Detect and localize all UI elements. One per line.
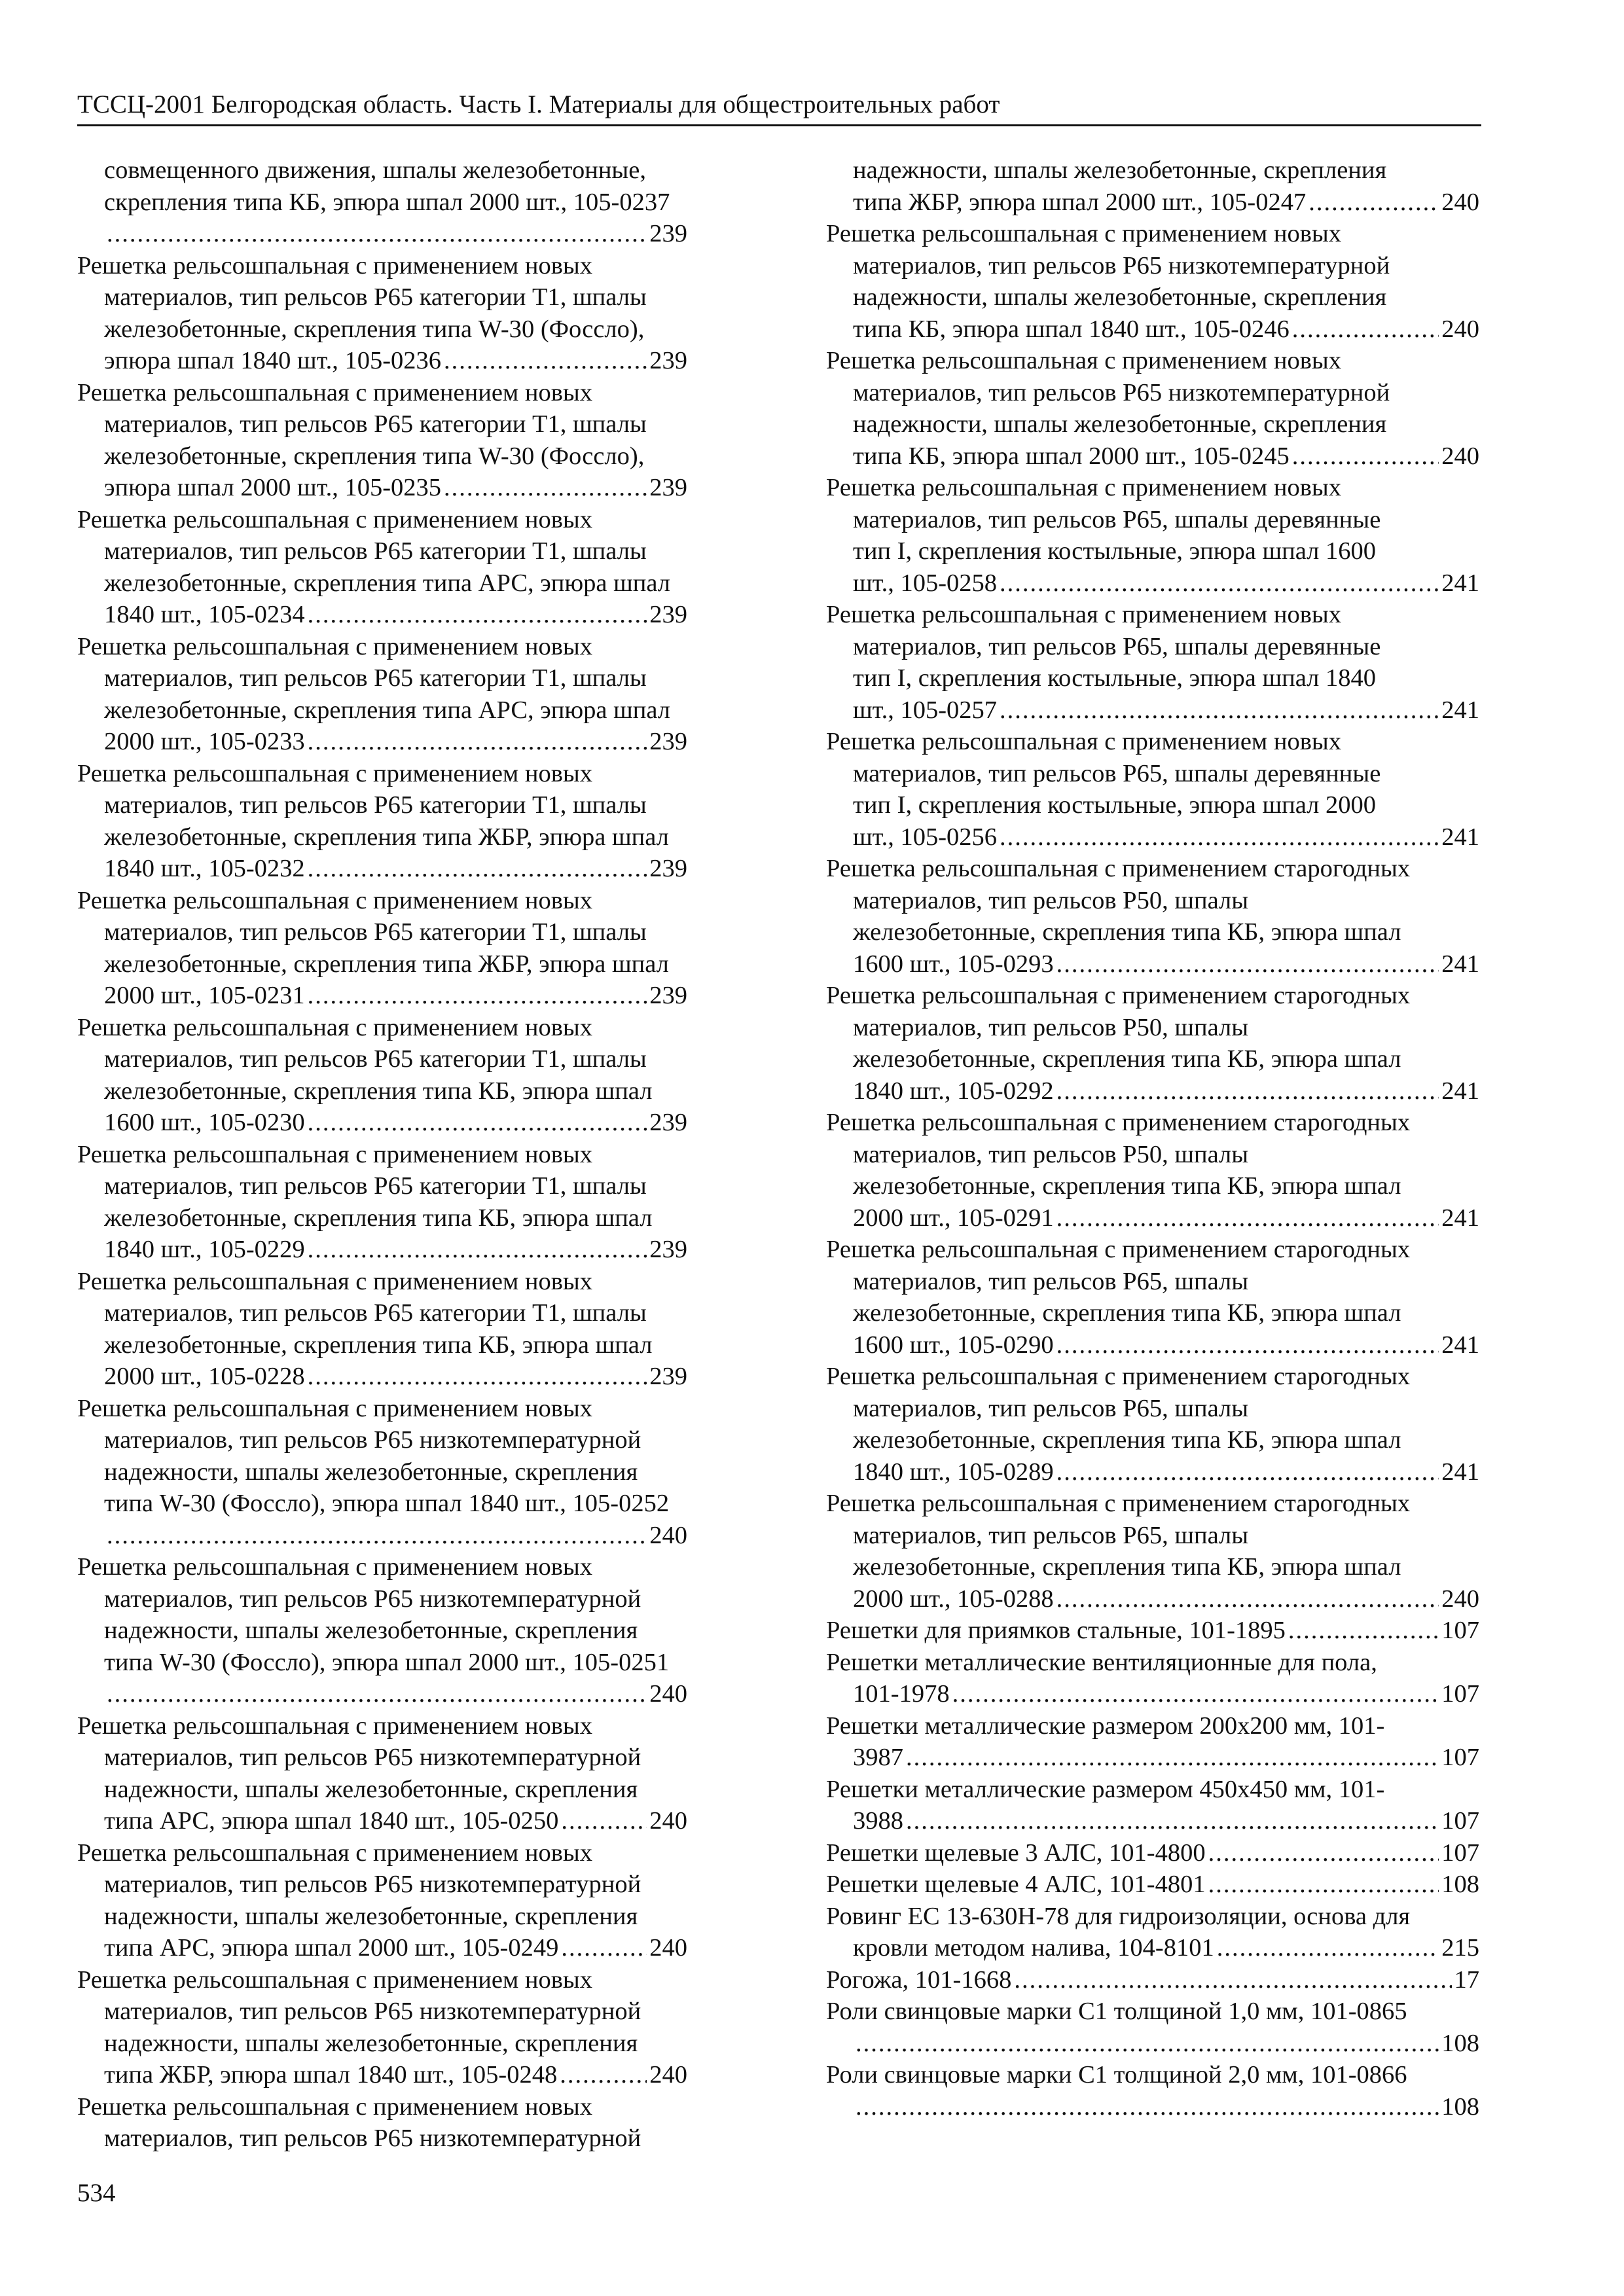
entry-leader-line bbox=[77, 599, 687, 631]
dot-leader bbox=[1208, 1837, 1439, 1869]
entry-text-line: шт., 105-0256 bbox=[853, 823, 998, 851]
entry-text-line: Решетка рельсошпальная с применением новых bbox=[77, 632, 593, 660]
entry-leader-line bbox=[77, 218, 687, 250]
entry-page-number: 108 bbox=[1441, 1871, 1479, 1898]
entry-text-line: 2000 шт., 105-0231 bbox=[104, 982, 305, 1009]
index-entry bbox=[826, 1710, 1479, 1774]
dot-leader bbox=[1056, 1583, 1439, 1615]
entry-leader-line bbox=[77, 980, 687, 1012]
entry-text-line: 2000 шт., 105-0228 bbox=[104, 1363, 305, 1390]
entry-text-line: железобетонные, скрепления типа ЖБР, эпюра шпал bbox=[104, 823, 669, 851]
index-entry bbox=[826, 1488, 1479, 1615]
dot-leader bbox=[308, 1107, 647, 1139]
dot-leader bbox=[1308, 187, 1439, 219]
index-column-left bbox=[77, 154, 687, 2155]
entry-text-line: надежности, шпалы железобетонные, скрепления bbox=[853, 156, 1387, 184]
index-entry bbox=[77, 1964, 687, 2091]
entry-leader-line bbox=[826, 1742, 1479, 1774]
dot-leader bbox=[856, 2028, 1439, 2060]
entry-text-line: Решетка рельсошпальная с применением новых bbox=[826, 728, 1342, 755]
entry-text-line: типа ЖБР, эпюра шпал 2000 шт., 105-0247 bbox=[853, 188, 1307, 216]
entry-text-line: Решетка рельсошпальная с применением новых bbox=[77, 1965, 593, 1994]
dot-leader bbox=[1000, 694, 1439, 726]
entry-leader-line bbox=[826, 1075, 1479, 1107]
running-header bbox=[77, 79, 1481, 126]
index-entry bbox=[826, 1901, 1479, 1964]
index-entry bbox=[826, 980, 1479, 1107]
entry-text-line: материалов, тип рельсов Р65 низкотемпературной bbox=[104, 1426, 641, 1454]
entry-text-line: 1840 шт., 105-0292 bbox=[853, 1077, 1054, 1105]
entry-page-number: 17 bbox=[1454, 1965, 1479, 1994]
dot-leader bbox=[1288, 1615, 1439, 1647]
index-entry bbox=[77, 1012, 687, 1139]
entry-text-line: типа W-30 (Фоссло), эпюра шпал 2000 шт., 105-0251 bbox=[104, 1648, 670, 1676]
dot-leader bbox=[906, 1805, 1439, 1837]
entry-text-line: железобетонные, скрепления типа АРС, эпюра шпал bbox=[104, 569, 671, 597]
entry-text-line: Решетка рельсошпальная с применением новых bbox=[77, 886, 593, 914]
dot-leader bbox=[107, 218, 647, 250]
dot-leader bbox=[1292, 314, 1439, 346]
entry-page-number: 108 bbox=[1441, 2029, 1479, 2057]
entry-text-line: Роли свинцовые марки С1 толщиной 1,0 мм, 101-0865 bbox=[826, 1998, 1407, 2025]
entry-page-number: 240 bbox=[649, 1807, 687, 1835]
entry-page-number: 241 bbox=[1441, 569, 1479, 597]
entry-text-line: 3987 bbox=[853, 1744, 903, 1771]
dot-leader bbox=[107, 1678, 647, 1710]
index-entry bbox=[77, 504, 687, 631]
entry-text-line: 1840 шт., 105-0229 bbox=[104, 1236, 305, 1263]
entry-text-line: материалов, тип рельсов Р65 категории Т1, шпалы bbox=[104, 918, 647, 946]
entry-leader-line bbox=[77, 1932, 687, 1964]
entry-text-line: материалов, тип рельсов Р65, шпалы деревянные bbox=[853, 759, 1381, 787]
index-entry bbox=[826, 1615, 1479, 1647]
entry-leader-line bbox=[77, 726, 687, 758]
entry-leader-line bbox=[77, 853, 687, 885]
entry-leader-line bbox=[826, 1837, 1479, 1869]
index-entry bbox=[77, 1266, 687, 1393]
entry-leader-line bbox=[826, 1329, 1479, 1361]
entry-leader-line bbox=[826, 2091, 1479, 2123]
entry-text-line: 2000 шт., 105-0291 bbox=[853, 1204, 1054, 1232]
index-entry bbox=[826, 599, 1479, 726]
entry-leader-line bbox=[826, 314, 1479, 346]
entry-page-number: 240 bbox=[1441, 188, 1479, 216]
entry-text-line: материалов, тип рельсов Р65 категории Т1, шпалы bbox=[104, 1172, 647, 1200]
entry-text-line: железобетонные, скрепления типа КБ, эпюра шпал bbox=[853, 1426, 1401, 1454]
entry-page-number: 239 bbox=[649, 1363, 687, 1390]
entry-text-line: тип I, скрепления костыльные, эпюра шпал 2000 bbox=[853, 791, 1376, 819]
entry-text-line: Решетка рельсошпальная с применением новых bbox=[77, 1712, 593, 1740]
entry-text-line: совмещенного движения, шпалы железобетонные, bbox=[104, 156, 647, 184]
dot-leader bbox=[308, 980, 647, 1012]
entry-text-line: материалов, тип рельсов Р65, шпалы деревянные bbox=[853, 632, 1381, 660]
entry-text-line: скрепления типа КБ, эпюра шпал 2000 шт., 105-0237 bbox=[104, 188, 670, 216]
dot-leader bbox=[1208, 1869, 1439, 1901]
entry-text-line: материалов, тип рельсов Р65, шпалы деревянные bbox=[853, 505, 1381, 533]
entry-page-number: 239 bbox=[649, 220, 687, 247]
entry-page-number: 240 bbox=[649, 2061, 687, 2089]
index-entry bbox=[77, 154, 687, 250]
entry-leader-line bbox=[826, 821, 1479, 853]
entry-leader-line bbox=[826, 1583, 1479, 1615]
index-entry bbox=[826, 1837, 1479, 1869]
index-entry bbox=[826, 1964, 1479, 1996]
entry-text-line: Решетка рельсошпальная с применением новых bbox=[826, 474, 1342, 501]
entry-page-number: 107 bbox=[1441, 1744, 1479, 1771]
index-entry bbox=[826, 1107, 1479, 1234]
entry-text-line: материалов, тип рельсов Р65, шпалы bbox=[853, 1394, 1249, 1422]
entry-page-number: 239 bbox=[649, 601, 687, 628]
entry-text-line: Решетка рельсошпальная с применением старогодных bbox=[826, 982, 1411, 1009]
entry-page-number: 107 bbox=[1441, 1807, 1479, 1835]
index-entry bbox=[77, 885, 687, 1012]
index-entry bbox=[77, 1710, 687, 1837]
entry-text-line: железобетонные, скрепления типа W-30 (Фоссло), bbox=[104, 315, 645, 343]
entry-leader-line bbox=[826, 1869, 1479, 1901]
entry-page-number: 239 bbox=[649, 1236, 687, 1263]
dot-leader bbox=[444, 345, 647, 377]
entry-text-line: материалов, тип рельсов Р65, шпалы bbox=[853, 1521, 1249, 1549]
entry-text-line: Решетка рельсошпальная с применением новых bbox=[826, 347, 1342, 374]
entry-text-line: материалов, тип рельсов Р65 категории Т1, шпалы bbox=[104, 537, 647, 565]
entry-text-line: Решетка рельсошпальная с применением новых bbox=[77, 2092, 593, 2121]
entry-text-line: материалов, тип рельсов Р65 категории Т1, шпалы bbox=[104, 1045, 647, 1073]
entry-text-line: 1840 шт., 105-0232 bbox=[104, 855, 305, 882]
entry-text-line: 2000 шт., 105-0233 bbox=[104, 728, 305, 755]
dot-leader bbox=[107, 1520, 647, 1552]
entry-text-line: типа АРС, эпюра шпал 1840 шт., 105-0250 bbox=[104, 1807, 559, 1835]
entry-text-line: железобетонные, скрепления типа АРС, эпюра шпал bbox=[104, 696, 671, 724]
entry-text-line: типа АРС, эпюра шпал 2000 шт., 105-0249 bbox=[104, 1934, 559, 1962]
entry-text-line: материалов, тип рельсов Р65 категории Т1, шпалы bbox=[104, 283, 647, 311]
entry-text-line: Решетка рельсошпальная с применением новых bbox=[77, 1013, 593, 1041]
entry-leader-line bbox=[826, 694, 1479, 726]
dot-leader bbox=[308, 726, 647, 758]
entry-text-line: Ровинг ЕС 13-630Н-78 для гидроизоляции, основа для bbox=[826, 1902, 1411, 1930]
entry-page-number: 107 bbox=[1441, 1680, 1479, 1708]
entry-text-line: материалов, тип рельсов Р65 категории Т1, шпалы bbox=[104, 410, 647, 438]
entry-text-line: железобетонные, скрепления типа КБ, эпюра шпал bbox=[853, 918, 1401, 946]
index-entry bbox=[77, 250, 687, 377]
entry-text-line: кровли методом налива, 104-8101 bbox=[853, 1934, 1214, 1962]
entry-leader-line bbox=[826, 1964, 1479, 1996]
entry-page-number: 240 bbox=[1441, 315, 1479, 343]
entry-text-line: материалов, тип рельсов Р65, шпалы bbox=[853, 1267, 1249, 1295]
entry-page-number: 240 bbox=[649, 1934, 687, 1962]
entry-text-line: Решетки металлические размером 200х200 мм, 101- bbox=[826, 1712, 1385, 1740]
entry-page-number: 240 bbox=[1441, 1585, 1479, 1613]
entry-text-line: Решетка рельсошпальная с применением новых bbox=[77, 505, 593, 533]
dot-leader bbox=[1056, 1075, 1439, 1107]
index-entry bbox=[826, 853, 1479, 980]
entry-text-line: эпюра шпал 1840 шт., 105-0236 bbox=[104, 347, 442, 374]
entry-leader-line bbox=[826, 1678, 1479, 1710]
entry-text-line: Решетка рельсошпальная с применением новых bbox=[77, 1553, 593, 1581]
entry-leader-line bbox=[826, 2028, 1479, 2060]
index-entry bbox=[826, 1647, 1479, 1710]
dot-leader bbox=[1014, 1964, 1451, 1996]
entry-text-line: 1600 шт., 105-0290 bbox=[853, 1331, 1054, 1359]
dot-leader bbox=[1000, 567, 1439, 600]
dot-leader bbox=[308, 1361, 647, 1393]
entry-leader-line bbox=[77, 1361, 687, 1393]
index-entry bbox=[826, 1234, 1479, 1361]
entry-leader-line bbox=[77, 2059, 687, 2091]
entry-leader-line bbox=[826, 567, 1479, 600]
entry-page-number: 241 bbox=[1441, 1077, 1479, 1105]
entry-page-number: 215 bbox=[1441, 1934, 1479, 1962]
index-entry bbox=[77, 2091, 687, 2155]
index-entry bbox=[826, 1996, 1479, 2059]
entry-leader-line bbox=[77, 1678, 687, 1710]
entry-text-line: надежности, шпалы железобетонные, скрепления bbox=[104, 1775, 638, 1803]
entry-text-line: Рогожа, 101-1668 bbox=[826, 1965, 1012, 1994]
dot-leader bbox=[1056, 1329, 1439, 1361]
entry-page-number: 108 bbox=[1441, 2092, 1479, 2121]
entry-text-line: материалов, тип рельсов Р65 категории Т1, шпалы bbox=[104, 1299, 647, 1327]
entry-leader-line bbox=[77, 1107, 687, 1139]
entry-text-line: типа ЖБР, эпюра шпал 1840 шт., 105-0248 bbox=[104, 2061, 558, 2089]
entry-page-number: 239 bbox=[649, 1109, 687, 1136]
entry-text-line: железобетонные, скрепления типа КБ, эпюра шпал bbox=[104, 1077, 653, 1105]
entry-text-line: 2000 шт., 105-0288 bbox=[853, 1585, 1054, 1613]
dot-leader bbox=[1056, 1202, 1439, 1234]
entry-page-number: 239 bbox=[649, 982, 687, 1009]
entry-text-line: материалов, тип рельсов Р65 категории Т1, шпалы bbox=[104, 664, 647, 692]
entry-leader-line bbox=[826, 1456, 1479, 1488]
index-entry bbox=[826, 1774, 1479, 1837]
entry-text-line: Решетка рельсошпальная с применением новых bbox=[77, 759, 593, 787]
index-entry bbox=[826, 472, 1479, 599]
entry-text-line: Решетки для приямков стальные, 101-1895 bbox=[826, 1617, 1286, 1644]
index-column-right bbox=[826, 154, 1479, 2123]
entry-page-number: 239 bbox=[649, 347, 687, 374]
entry-text-line: Решетка рельсошпальная с применением новых bbox=[77, 378, 593, 406]
entry-text-line: железобетонные, скрепления типа КБ, эпюра шпал bbox=[104, 1331, 653, 1359]
page-number: 534 bbox=[77, 2179, 116, 2207]
entry-page-number: 239 bbox=[649, 855, 687, 882]
entry-text-line: материалов, тип рельсов Р65 категории Т1, шпалы bbox=[104, 791, 647, 819]
entry-text-line: Решетка рельсошпальная с применением новых bbox=[77, 1839, 593, 1867]
entry-text-line: Решетка рельсошпальная с применением старогодных bbox=[826, 1109, 1411, 1136]
dot-leader bbox=[308, 853, 647, 885]
entry-leader-line bbox=[826, 1202, 1479, 1234]
index-entry bbox=[826, 1361, 1479, 1488]
entry-leader-line bbox=[77, 1805, 687, 1837]
index-entry bbox=[77, 1393, 687, 1552]
entry-leader-line bbox=[826, 1805, 1479, 1837]
entry-page-number: 240 bbox=[1441, 442, 1479, 470]
entry-text-line: надежности, шпалы железобетонные, скрепления bbox=[104, 2029, 638, 2057]
entry-text-line: материалов, тип рельсов Р50, шпалы bbox=[853, 1140, 1249, 1168]
entry-text-line: материалов, тип рельсов Р65 низкотемпературной bbox=[104, 1871, 641, 1898]
entry-text-line: 1840 шт., 105-0234 bbox=[104, 601, 305, 628]
entry-leader-line bbox=[826, 1615, 1479, 1647]
dot-leader bbox=[560, 2059, 647, 2091]
index-entry bbox=[826, 726, 1479, 853]
entry-text-line: Решетки щелевые 4 АЛС, 101-4801 bbox=[826, 1871, 1206, 1898]
entry-text-line: материалов, тип рельсов Р50, шпалы bbox=[853, 886, 1249, 914]
entry-text-line: надежности, шпалы железобетонные, скрепления bbox=[853, 283, 1387, 311]
entry-text-line: шт., 105-0257 bbox=[853, 696, 998, 724]
index-entry bbox=[77, 631, 687, 758]
entry-text-line: материалов, тип рельсов Р65 низкотемпературной bbox=[104, 1998, 641, 2025]
entry-text-line: 3988 bbox=[853, 1807, 903, 1835]
entry-text-line: Роли свинцовые марки С1 толщиной 2,0 мм, 101-0866 bbox=[826, 2061, 1407, 2089]
entry-text-line: надежности, шпалы железобетонные, скрепления bbox=[104, 1458, 638, 1486]
entry-text-line: железобетонные, скрепления типа КБ, эпюра шпал bbox=[853, 1045, 1401, 1073]
entry-text-line: эпюра шпал 2000 шт., 105-0235 bbox=[104, 474, 442, 501]
entry-text-line: надежности, шпалы железобетонные, скрепления bbox=[853, 410, 1387, 438]
entry-text-line: железобетонные, скрепления типа КБ, эпюра шпал bbox=[104, 1204, 653, 1232]
entry-text-line: типа КБ, эпюра шпал 1840 шт., 105-0246 bbox=[853, 315, 1290, 343]
entry-leader-line bbox=[826, 948, 1479, 980]
entry-text-line: железобетонные, скрепления типа КБ, эпюра шпал bbox=[853, 1553, 1401, 1581]
dot-leader bbox=[308, 599, 647, 631]
dot-leader bbox=[1056, 948, 1439, 980]
entry-text-line: Решетка рельсошпальная с применением старогодных bbox=[826, 1236, 1411, 1263]
dot-leader bbox=[561, 1932, 647, 1964]
dot-leader bbox=[906, 1742, 1439, 1774]
entry-leader-line bbox=[826, 1932, 1479, 1964]
header-title: ТССЦ-2001 Белгородская область. Часть I. Материалы для общестроительных работ bbox=[77, 90, 1000, 118]
dot-leader bbox=[444, 472, 647, 504]
index-entry bbox=[77, 377, 687, 504]
dot-leader bbox=[308, 1234, 647, 1266]
entry-page-number: 239 bbox=[649, 474, 687, 501]
entry-text-line: тип I, скрепления костыльные, эпюра шпал 1840 bbox=[853, 664, 1376, 692]
entry-text-line: тип I, скрепления костыльные, эпюра шпал 1600 bbox=[853, 537, 1376, 565]
entry-leader-line bbox=[77, 1234, 687, 1266]
entry-text-line: Решетка рельсошпальная с применением новых bbox=[77, 1267, 593, 1295]
entry-text-line: Решетка рельсошпальная с применением новых bbox=[77, 251, 593, 279]
entry-page-number: 107 bbox=[1441, 1839, 1479, 1867]
entry-page-number: 241 bbox=[1441, 823, 1479, 851]
entry-text-line: железобетонные, скрепления типа КБ, эпюра шпал bbox=[853, 1172, 1401, 1200]
entry-page-number: 107 bbox=[1441, 1617, 1479, 1644]
entry-page-number: 240 bbox=[649, 1680, 687, 1708]
entry-page-number: 241 bbox=[1441, 950, 1479, 978]
entry-text-line: материалов, тип рельсов Р65 низкотемпературной bbox=[104, 1744, 641, 1771]
index-entry bbox=[826, 154, 1479, 218]
entry-text-line: материалов, тип рельсов Р65 низкотемпературной bbox=[104, 1585, 641, 1613]
entry-page-number: 239 bbox=[649, 728, 687, 755]
index-entry bbox=[77, 1139, 687, 1266]
entry-text-line: материалов, тип рельсов Р65 низкотемпературной bbox=[104, 2125, 641, 2152]
entry-page-number: 240 bbox=[649, 1521, 687, 1549]
entry-text-line: Решетка рельсошпальная с применением новых bbox=[77, 1394, 593, 1422]
entry-text-line: 101-1978 bbox=[853, 1680, 950, 1708]
entry-text-line: Решетка рельсошпальная с применением новых bbox=[826, 220, 1342, 247]
entry-text-line: Решетка рельсошпальная с применением старогодных bbox=[826, 1490, 1411, 1517]
entry-text-line: 1840 шт., 105-0289 bbox=[853, 1458, 1054, 1486]
entry-leader-line bbox=[77, 345, 687, 377]
entry-text-line: Решетка рельсошпальная с применением новых bbox=[77, 1140, 593, 1168]
entry-page-number: 241 bbox=[1441, 1331, 1479, 1359]
dot-leader bbox=[1000, 821, 1439, 853]
index-entry bbox=[826, 345, 1479, 472]
entry-text-line: Решетки щелевые 3 АЛС, 101-4800 bbox=[826, 1839, 1206, 1867]
dot-leader bbox=[952, 1678, 1439, 1710]
entry-text-line: Решетка рельсошпальная с применением новых bbox=[826, 601, 1342, 628]
entry-text-line: материалов, тип рельсов Р65 низкотемпературной bbox=[853, 378, 1390, 406]
entry-text-line: типа КБ, эпюра шпал 2000 шт., 105-0245 bbox=[853, 442, 1290, 470]
entry-text-line: надежности, шпалы железобетонные, скрепления bbox=[104, 1902, 638, 1930]
dot-leader bbox=[1056, 1456, 1439, 1488]
entry-text-line: железобетонные, скрепления типа ЖБР, эпюра шпал bbox=[104, 950, 669, 978]
entry-leader-line bbox=[77, 1520, 687, 1552]
entry-page-number: 241 bbox=[1441, 696, 1479, 724]
entry-text-line: шт., 105-0258 bbox=[853, 569, 998, 597]
index-entry bbox=[77, 1551, 687, 1710]
entry-leader-line bbox=[826, 440, 1479, 473]
entry-text-line: материалов, тип рельсов Р50, шпалы bbox=[853, 1013, 1249, 1041]
entry-text-line: материалов, тип рельсов Р65 низкотемпературной bbox=[853, 251, 1390, 279]
index-entry bbox=[77, 758, 687, 885]
entry-page-number: 241 bbox=[1441, 1204, 1479, 1232]
dot-leader bbox=[856, 2091, 1439, 2123]
entry-text-line: 1600 шт., 105-0230 bbox=[104, 1109, 305, 1136]
entry-text-line: железобетонные, скрепления типа КБ, эпюра шпал bbox=[853, 1299, 1401, 1327]
index-entry bbox=[77, 1837, 687, 1964]
entry-text-line: типа W-30 (Фоссло), эпюра шпал 1840 шт., 105-0252 bbox=[104, 1490, 670, 1517]
entry-leader-line bbox=[826, 187, 1479, 219]
entry-page-number: 241 bbox=[1441, 1458, 1479, 1486]
entry-text-line: Решетки металлические размером 450х450 мм, 101- bbox=[826, 1775, 1385, 1803]
dot-leader bbox=[1292, 440, 1439, 473]
entry-text-line: Решетки металлические вентиляционные для пола, bbox=[826, 1648, 1377, 1676]
index-entry bbox=[826, 2059, 1479, 2123]
entry-text-line: Решетка рельсошпальная с применением старогодных bbox=[826, 1363, 1411, 1390]
dot-leader bbox=[1217, 1932, 1439, 1964]
entry-text-line: 1600 шт., 105-0293 bbox=[853, 950, 1054, 978]
dot-leader bbox=[561, 1805, 647, 1837]
entry-text-line: Решетка рельсошпальная с применением старогодных bbox=[826, 855, 1411, 882]
entry-leader-line bbox=[77, 472, 687, 504]
entry-text-line: надежности, шпалы железобетонные, скрепления bbox=[104, 1617, 638, 1644]
entry-text-line: железобетонные, скрепления типа W-30 (Фоссло), bbox=[104, 442, 645, 470]
index-entry bbox=[826, 1869, 1479, 1901]
index-entry bbox=[826, 218, 1479, 345]
